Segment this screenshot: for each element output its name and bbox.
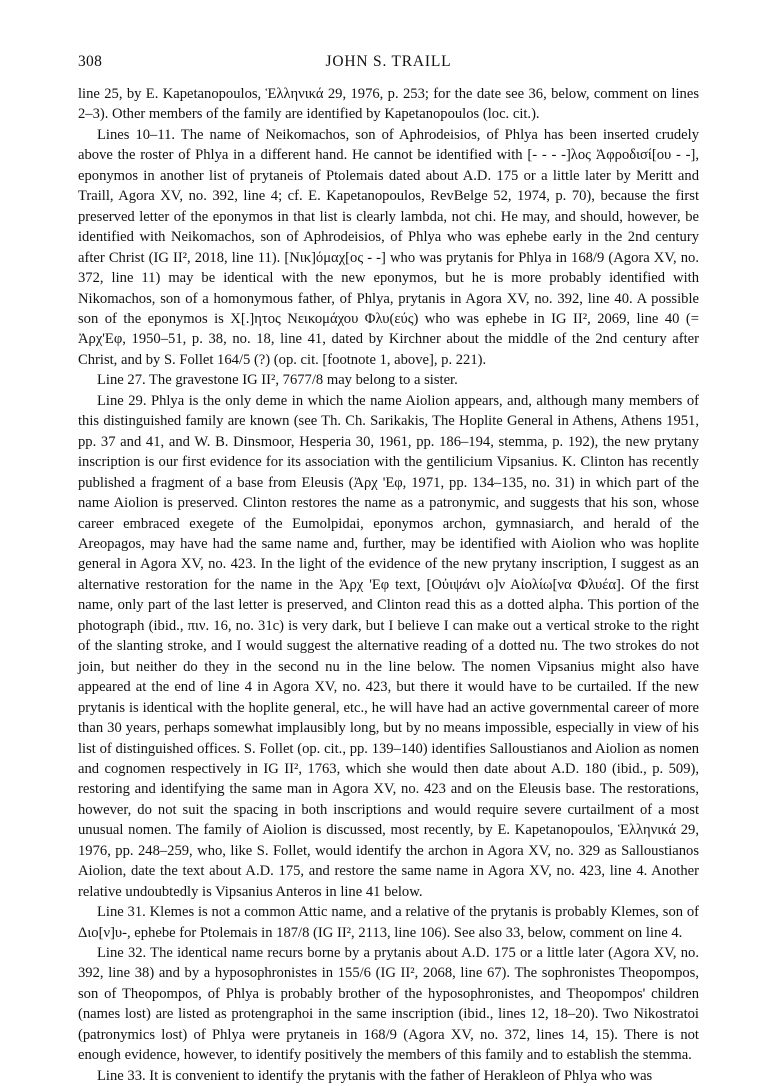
page-header	[78, 53, 699, 75]
paragraph-continuation: line 25, by E. Kapetanopoulos, Ἑλληνικά 29, 1976, p. 253; for the date see 36, below, comment on lines 2–3). Other members of the family are identified by Kapetanopoulos (loc. cit.).	[78, 86, 699, 123]
paragraph-line-31: Line 31. Klemes is not a common Attic name, and a relative of the prytanis is probably Klemes, son of Διο[ν]υ-, ephebe for Ptolemais in 187/8 (IG II², 2113, line 106). See also 33, below, comment on line 4.	[78, 904, 699, 941]
paragraph-line-27: Line 27. The gravestone IG II², 7677/8 may belong to a sister.	[97, 372, 458, 389]
paragraph-lines-10-11: Lines 10–11. The name of Neikomachos, son of Aphrodeisios, of Phlya has been inserted crudely above the roster of Phlya in a different hand. He cannot be identified with [- - - -]λος Ἀφροδισί[ου - -], eponymos in another list of prytaneis of Ptolemais dated about A.D. 175 or a little later by Meritt and Traill, Agora XV, no. 392, line 4; cf. E. Kapetanopoulos, RevBelge 52, 1974, p. 70), because the first preserved letter of the eponymos in that list is clearly lambda, not chi. He may, and should, however, be identified with Neikomachos, son of Aphrodeisios, of Phlya who was ephebe early in the 2nd century after Christ (IG II², 2018, line 11). [Νικ]όμαχ[ος - -] who was prytanis for Phlya in 168/9 (Agora XV, no. 372, line 11) may be identical with the new eponymos, but he is more probably identified with Nikomachos, son of a homonymous father, of Phlya, prytanis in Agora XV, no. 392, line 40. A possible son of the eponymos is X[.]ητος Νεικομάχου Φλυ(εύς) who was ephebe in IG II², 2069, line 40 (= Ἀρχ'Εφ, 1950–51, p. 38, no. 18, line 41, dated by Kirchner about the middle of the 2nd century after Christ, and by S. Follet 164/5 (?) (op. cit. [footnote 1, above], p. 221).	[78, 126, 699, 368]
paragraph-line-29: Line 29. Phlya is the only deme in which the name Aiolion appears, and, although many members of this distinguished family are known (see Th. Ch. Sarikakis, The Hoplite General in Athens, Athens 1951, pp. 37 and 41, and W. B. Dinsmoor, Hesperia 30, 1961, pp. 186–194, stemma, p. 192), the new prytany inscription is our first evidence for its association with the gentilicium Vipsanius. K. Clinton has recently published a fragment of a base from Eleusis (Ἀρχ 'Εφ, 1971, pp. 134–135, no. 31) in which part of the name Aiolion is preserved. Clinton restores the name as a patronymic, and suggests that his son, whose career embraced exegete of the Eumolpidai, eponymos archon, gymnasiarch, and herald of the Areopagos, may have had the same name and, further, may be identified with Aiolion who was hoplite general in Agora XV, no. 423. In the light of the evidence of the new prytany inscription, I suggest as an alternative restoration for the name in the Ἀρχ 'Εφ text, [Οὐιψάνι ο]ν Αἰολίω[να Φλυέα]. Of the first name, only part of the last letter is preserved, and Clinton read this as a dotted alpha. This portion of the photograph (ibid., πιν. 16, no. 31c) is very dark, but I believe I can make out a vertical stroke to the right of the slanting stroke, and I would suggest the alternative reading of a dotted nu. The two strokes do not join, but neither do they in the second nu in the line below. The nomen Vipsanius might also have appeared at the end of line 4 in Agora XV, no. 423, but there it would have to be curtailed. If the new prytanis is identical with the hoplite general, etc., he will have had an active governmental career of more than 30 years, perhaps somewhat implausibly long, but by no means impossible, especially in view of his list of distinguished offices. S. Follet (op. cit., pp. 139–140) identifies Salloustianos and Aiolion as nomen and cognomen respectively in IG II², 1763, which she would then date about A.D. 180 (ibid., p. 509), restoring and identifying the same man in Agora XV, no. 423 and on the Eleusis base. The restorations, however, do not suit the spacing in both inscriptions and would require severe curtailment of a most unusual nomen. The family of Aiolion is discussed, most recently, by E. Kapetanopoulos, Ἑλληνικά 29, 1976, pp. 248–259, who, like S. Follet, would identify the archon in Agora XV, no. 329 as Salloustianos Aiolion, date the text about A.D. 175, and restore the same name in Agora XV, no. 423, line 4. Another relative undoubtedly is Vipsanius Anteros in line 41 below.	[78, 392, 699, 900]
paragraph-line-32: Line 32. The identical name recurs borne by a prytanis about A.D. 175 or a little later (Agora XV, no. 392, line 38) and by a hyposophronistes in 155/6 (IG II², 2068, line 67). The sophronistes Theopompos, son of Theopompos, of Phlya is probably brother of the hyposophronistes, and Theopompos' children (names lost) are listed as protengraphoi in the same inscription (ibid., lines 12, 18–20). Two Nikostratoi (patronymics lost) of Phlya were prytaneis in 168/9 (Agora XV, no. 372, lines 14, 15). There is not enough evidence, however, to identify positively the members of this family and to establish the stemma.	[78, 945, 699, 1064]
paragraph-line-33: Line 33. It is convenient to identify the prytanis with the father of Herakleon of Phlya who was	[97, 1067, 653, 1084]
body-text	[78, 84, 699, 1086]
running-head: JOHN S. TRAILL	[325, 53, 452, 70]
page-number: 308	[78, 53, 103, 70]
